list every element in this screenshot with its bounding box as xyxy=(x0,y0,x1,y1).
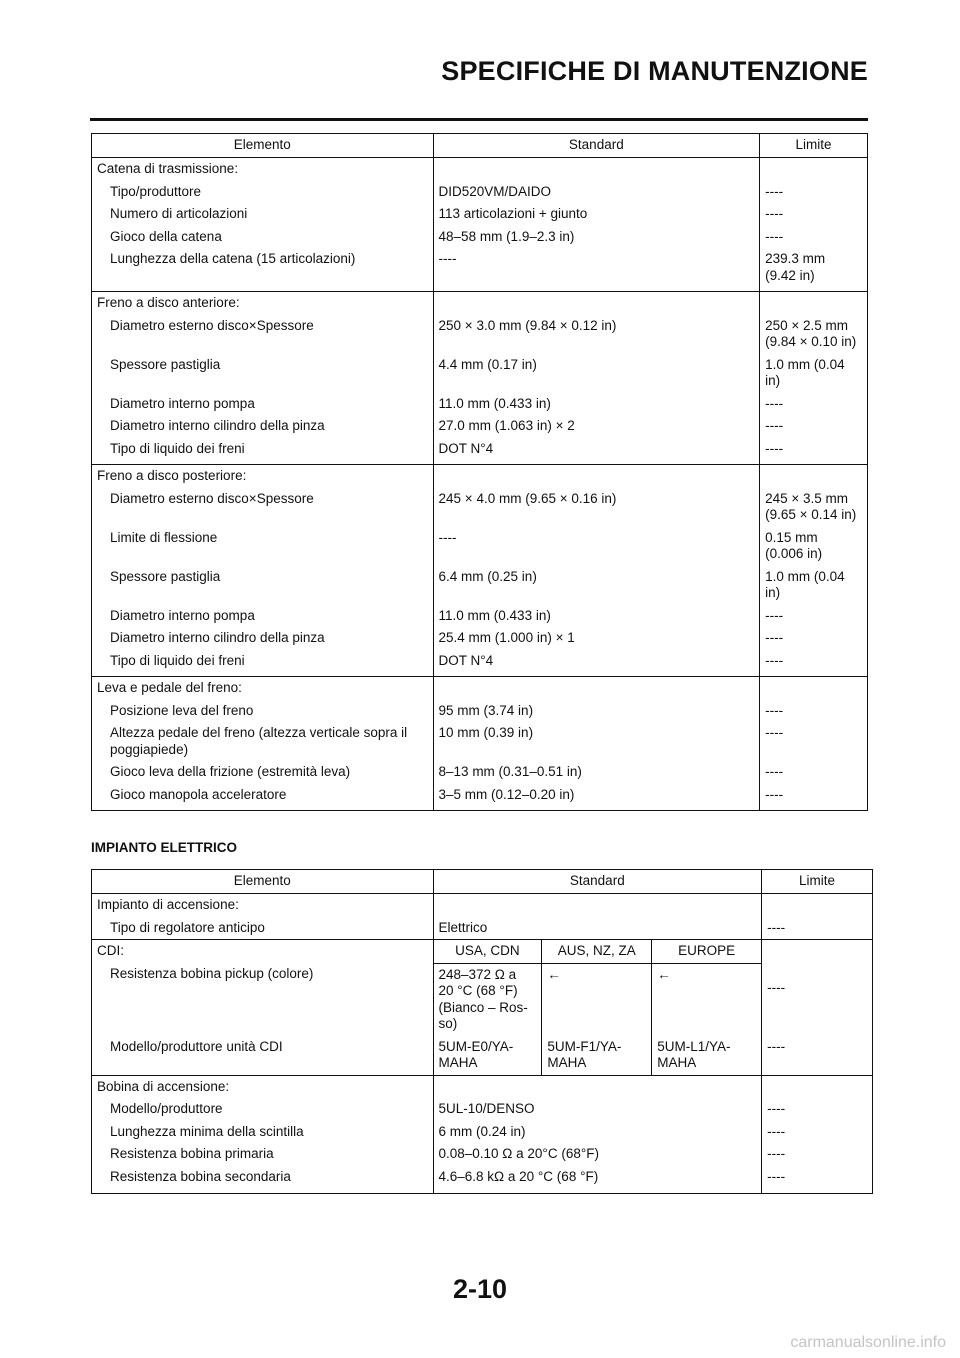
row-standard: 4.4 mm (0.17 in) xyxy=(433,354,760,393)
group-title: Freno a disco posteriore: xyxy=(92,465,434,488)
row-label: Altezza pedale del freno (altezza verticale sopra il poggiapiede) xyxy=(110,725,408,757)
table-row xyxy=(92,700,868,723)
header-limite: Limite xyxy=(760,134,868,158)
spec-table-body xyxy=(92,158,868,811)
header-limite: Limite xyxy=(762,870,873,894)
table-row xyxy=(92,1143,873,1166)
cdi-unit-aus: 5UM-F1/YA- MAHA xyxy=(542,1036,652,1076)
row-limit: 245 × 3.5 mm (9.65 × 0.14 in) xyxy=(760,488,868,527)
header-standard: Standard xyxy=(433,134,760,158)
table-row xyxy=(92,784,868,811)
cdi-unit-europe: 5UM-L1/YA- MAHA xyxy=(652,1036,762,1076)
table-row xyxy=(92,226,868,249)
header-elemento: Elemento xyxy=(92,870,434,894)
row-limit: ---- xyxy=(760,700,868,723)
row-limit: ---- xyxy=(760,761,868,784)
row-label: Lunghezza della catena (15 articolazioni) xyxy=(110,251,356,266)
row-standard: 10 mm (0.39 in) xyxy=(433,722,760,761)
row-limit: ---- xyxy=(762,1166,873,1194)
row-label: Resistenza bobina secondaria xyxy=(110,1168,291,1184)
row-label: Gioco della catena xyxy=(110,228,222,244)
table-row xyxy=(92,722,868,761)
row-label: Diametro interno cilindro della pinza xyxy=(110,630,325,645)
row-label: Diametro interno pompa xyxy=(110,607,255,623)
group-title: Impianto di accensione: xyxy=(97,897,239,912)
row-limit: ---- xyxy=(760,203,868,226)
row-limit: ---- xyxy=(762,1036,873,1076)
row-standard: 8–13 mm (0.31–0.51 in) xyxy=(433,761,760,784)
title-divider xyxy=(90,118,868,121)
group-title: Catena di trasmissione: xyxy=(97,161,239,176)
row-label: Diametro interno cilindro della pinza xyxy=(110,418,325,433)
pickup-value-aus: ← xyxy=(542,963,652,1036)
row-label: Modello/produttore xyxy=(110,1101,223,1116)
row-limit: ---- xyxy=(760,784,868,811)
table-row xyxy=(92,1036,873,1076)
row-standard: 48–58 mm (1.9–2.3 in) xyxy=(433,226,760,249)
table-row xyxy=(92,181,868,204)
pickup-value-europe: ← xyxy=(652,963,762,1036)
table-row xyxy=(92,527,868,566)
spec-table-electrical xyxy=(91,869,873,1194)
table-row xyxy=(92,315,868,354)
table-row xyxy=(92,605,868,628)
row-label: Tipo di liquido dei freni xyxy=(110,440,245,456)
row-limit: ---- xyxy=(760,722,868,761)
row-standard: 4.6–6.8 kΩ a 20 °C (68 °F) xyxy=(433,1166,762,1194)
table-row xyxy=(92,415,868,438)
region-europe: EUROPE xyxy=(652,940,762,964)
watermark: carmanualsonline.info xyxy=(790,1334,946,1351)
group-title-row xyxy=(92,1075,873,1098)
table-row xyxy=(92,1121,873,1144)
row-label: Tipo di regolatore anticipo xyxy=(110,919,265,935)
spec-table-brakes-chain xyxy=(91,133,868,811)
row-standard: 11.0 mm (0.433 in) xyxy=(433,393,760,416)
row-limit: ---- xyxy=(762,1098,873,1121)
row-label: Gioco manopola acceleratore xyxy=(110,786,287,802)
cdi-region-row xyxy=(92,940,873,964)
group-title: Bobina di accensione: xyxy=(92,1075,434,1098)
row-standard: 245 × 4.0 mm (9.65 × 0.16 in) xyxy=(433,488,760,527)
row-standard: ---- xyxy=(433,527,760,566)
row-label: Modello/produttore unità CDI xyxy=(110,1038,283,1054)
table-row xyxy=(92,963,873,1036)
row-limit: 250 × 2.5 mm (9.84 × 0.10 in) xyxy=(760,315,868,354)
row-label: Diametro esterno disco×Spessore xyxy=(110,317,314,333)
row-label: Diametro esterno disco×Spessore xyxy=(110,490,314,506)
table-row xyxy=(92,354,868,393)
row-limit: ---- xyxy=(762,917,873,940)
table-row xyxy=(92,650,868,677)
row-limit: ---- xyxy=(760,605,868,628)
row-standard: 113 articolazioni + giunto xyxy=(433,203,760,226)
group-title-row xyxy=(92,677,868,700)
table-row xyxy=(92,248,868,292)
row-limit: 1.0 mm (0.04 in) xyxy=(760,354,868,393)
table-row xyxy=(92,1166,873,1194)
row-standard: 27.0 mm (1.063 in) × 2 xyxy=(433,415,760,438)
group-title-row xyxy=(92,894,873,917)
section-title-electrical: IMPIANTO ELETTRICO xyxy=(91,840,238,855)
row-standard: 0.08–0.10 Ω a 20°C (68°F) xyxy=(433,1143,762,1166)
row-standard: ---- xyxy=(433,248,760,292)
table-row xyxy=(92,1098,873,1121)
row-label: Tipo/produttore xyxy=(110,183,202,199)
row-limit: ---- xyxy=(762,940,873,1036)
region-usa-cdn: USA, CDN xyxy=(433,940,542,964)
row-label: Spessore pastiglia xyxy=(110,568,221,584)
region-aus-nz-za: AUS, NZ, ZA xyxy=(542,940,652,964)
row-standard: DOT N°4 xyxy=(433,650,760,677)
row-limit: ---- xyxy=(760,650,868,677)
group-title: Freno a disco anteriore: xyxy=(92,292,434,315)
group-title-row xyxy=(92,292,868,315)
row-label: Tipo di liquido dei freni xyxy=(110,652,245,668)
row-label: Posizione leva del freno xyxy=(110,702,254,718)
row-label: Limite di flessione xyxy=(110,529,218,545)
table-row xyxy=(92,488,868,527)
row-label: Resistenza bobina pickup (colore) xyxy=(110,966,314,981)
table-row xyxy=(92,393,868,416)
table-row xyxy=(92,203,868,226)
row-standard: 6.4 mm (0.25 in) xyxy=(433,566,760,605)
table-row xyxy=(92,627,868,650)
row-label: Gioco leva della frizione (estremità leva) xyxy=(110,764,351,779)
row-standard: 11.0 mm (0.433 in) xyxy=(433,605,760,628)
row-label: Numero di articolazioni xyxy=(110,206,248,221)
pickup-value-usa: 248–372 Ω a 20 °C (68 °F) (Bianco – Ros- so) xyxy=(433,963,542,1036)
row-label: Lunghezza minima della scintilla xyxy=(110,1123,304,1139)
row-standard: Elettrico xyxy=(433,917,762,940)
page-title: SPECIFICHE DI MANUTENZIONE xyxy=(441,56,868,86)
header-elemento: Elemento xyxy=(92,134,434,158)
row-limit: ---- xyxy=(760,393,868,416)
table-row xyxy=(92,438,868,465)
row-limit: ---- xyxy=(762,1143,873,1166)
row-standard: 3–5 mm (0.12–0.20 in) xyxy=(433,784,760,811)
group-title-row xyxy=(92,158,868,181)
row-standard: 5UL-10/DENSO xyxy=(433,1098,762,1121)
cdi-unit-usa: 5UM-E0/YA- MAHA xyxy=(433,1036,542,1076)
page-number: 2-10 xyxy=(452,1274,508,1304)
group-title-row xyxy=(92,465,868,488)
row-standard: 6 mm (0.24 in) xyxy=(433,1121,762,1144)
row-limit: 239.3 mm (9.42 in) xyxy=(760,248,868,292)
row-standard: 25.4 mm (1.000 in) × 1 xyxy=(433,627,760,650)
row-label: Spessore pastiglia xyxy=(110,356,221,372)
row-limit: ---- xyxy=(760,181,868,204)
row-limit: ---- xyxy=(760,415,868,438)
group-title: Leva e pedale del freno: xyxy=(92,677,434,700)
row-standard: 95 mm (3.74 in) xyxy=(433,700,760,723)
table-row xyxy=(92,761,868,784)
row-limit: ---- xyxy=(762,1121,873,1144)
row-limit: 0.15 mm (0.006 in) xyxy=(760,527,868,566)
row-label: Resistenza bobina primaria xyxy=(110,1146,274,1161)
header-standard: Standard xyxy=(433,870,762,894)
row-standard: 250 × 3.0 mm (9.84 × 0.12 in) xyxy=(433,315,760,354)
table-row xyxy=(92,917,873,940)
row-limit: ---- xyxy=(760,226,868,249)
table-row xyxy=(92,566,868,605)
row-standard: DID520VM/DAIDO xyxy=(433,181,760,204)
row-limit: 1.0 mm (0.04 in) xyxy=(760,566,868,605)
row-limit: ---- xyxy=(760,438,868,465)
row-label: Diametro interno pompa xyxy=(110,395,255,411)
group-title: CDI: xyxy=(92,940,434,964)
row-standard: DOT N°4 xyxy=(433,438,760,465)
row-limit: ---- xyxy=(760,627,868,650)
